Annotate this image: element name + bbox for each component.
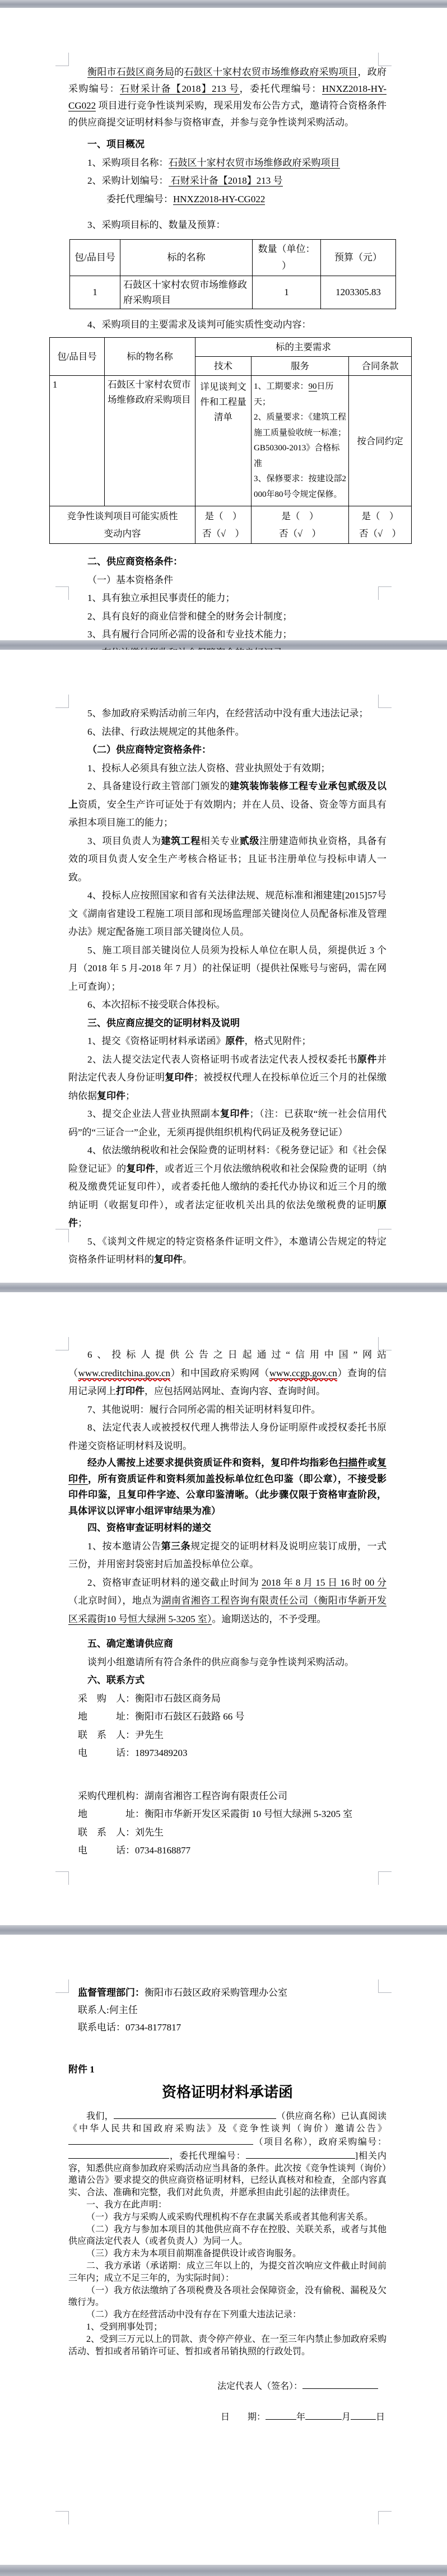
agency-contact-person: 联 系 人：刘先生 bbox=[78, 1827, 164, 1838]
margin-corner-mark bbox=[55, 586, 69, 600]
budget-table-row bbox=[70, 276, 396, 309]
cell-technical: 详见谈判文件和工程量清单 bbox=[195, 376, 252, 506]
date-line: 日 期： 年 月 日 bbox=[221, 2410, 387, 2424]
purchaser-phone: 电 话：18973489203 bbox=[78, 1748, 188, 1758]
heading-material-submission: 四、资格审查证明材料的递交 bbox=[87, 1522, 211, 1533]
commitment-1: （一）我方依法缴纳了各项税费及各项社会保障资金，没有偷税、漏税及欠缴行为。 bbox=[68, 2285, 387, 2308]
cell-subject-name: 石鼓区十家村农贸市场维修政府采购项目 bbox=[120, 276, 253, 309]
supervision-contact-person: 联系人:何主任 bbox=[78, 2005, 138, 2015]
margin-corner-mark bbox=[55, 1979, 69, 1993]
commitment-opening-paragraph: 我们， （供应商名称）已认真阅读《中华人民共和国政府采购法》及《竞争性谈判（询价）邀请公告》（项目名称），政府采购编号：，委托代理编号： ]相关内容，知悉供应商参加政府采购活动应当具备的条件。此次按《竞争性谈判（询价）邀请公告》要求提交的供应商资格证明材料，已经认真核对和检查，全部内容真实、合法、准确和完整，我们对此负责，并愿承担由此引起的法律责任。 bbox=[68, 2109, 387, 2199]
declaration-2: （二）我方与参加本项目的其他供应商不存在控股、关联关系，或者与其他供应商法定代表人（或者负责人）为同一人。 bbox=[68, 2224, 387, 2247]
basic-qualification-1: 1、具有独立承担民事责任的能力； bbox=[87, 593, 235, 603]
attachment-label: 附件 1 bbox=[68, 2064, 95, 2075]
col-main-requirements: 标的主要需求 bbox=[195, 338, 412, 357]
heading-contact-info: 六、联系方式 bbox=[87, 1675, 145, 1685]
proof-material-6: 6、投标人提供公告之日起通过“信用中国”网站（www.creditchina.gov.cn）和中国政府采购网（www.ccgp.gov.cn）查询的信用记录网上打印件，应包括网站网址、查询内容、查询时间。 bbox=[68, 1349, 387, 1396]
margin-corner-mark bbox=[378, 2511, 392, 2524]
proof-material-2: 2、法人提交法定代表人资格证明书或者法定代表人授权委托书原件并附法定代表人身份证明复印件；被授权代理人在投标单位近三个月的社保缴纳依据复印件； bbox=[68, 1054, 387, 1101]
margin-corner-mark bbox=[378, 53, 392, 66]
cell-change-label: 竞争性谈判项目可能实质性 变动内容 bbox=[50, 506, 195, 544]
yes-option: 是（ ） bbox=[204, 511, 242, 521]
declaration-1: （一）我方与采购人或采购代理机构不存在隶属关系或者其他利害关系。 bbox=[86, 2212, 374, 2222]
specific-qualification-5: 5、施工项目部关键岗位人员须为投标人单位在职人员，须提供近 3 个月（2018 年 5 月-2018 年 7 月）的社保证明（提供社保账号与密码，需在网上可查询）； bbox=[68, 944, 387, 992]
violation-item-1: 1、受到刑事处罚； bbox=[86, 2322, 163, 2332]
violation-item-2: 2、受到三万元以上的罚款、责令停产停业、在一至三年内禁止参加政府采购活动、暂扣或者吊销许可证、暂扣或者吊销执照的行政处罚。 bbox=[68, 2334, 387, 2356]
subheading-basic-qualifications: （一）基本资格条件 bbox=[87, 574, 173, 585]
cell-package-no: 1 bbox=[70, 276, 120, 309]
declaration-3: （三）我方未为本项目前期准备提供设计或咨询服务。 bbox=[86, 2249, 302, 2259]
proof-material-3: 3、提交企业法人营业执照副本复印件；（注：已获取“统一社会信用代码”的“三证合一”企业，无须再提供组织机构代码证及税务登记证） bbox=[68, 1108, 387, 1138]
purchaser-name: 采 购 人：衡阳市石鼓区商务局 bbox=[78, 1693, 221, 1704]
col-subject-name: 标的名称 bbox=[120, 239, 253, 276]
purchaser-contact-person: 联 系 人：尹先生 bbox=[78, 1729, 164, 1740]
yes-option: 是（ ） bbox=[361, 511, 399, 521]
col-budget: 预算（元） bbox=[321, 239, 396, 276]
col-technical: 技术 bbox=[195, 357, 252, 376]
col-subject-name: 标的物名称 bbox=[105, 338, 195, 376]
supervision-phone: 联系电话：0734-8177817 bbox=[78, 2022, 181, 2033]
cell-budget: 1203305.83 bbox=[321, 276, 396, 309]
page-separator-top bbox=[0, 0, 447, 8]
budget-table bbox=[69, 239, 396, 309]
page-4-content bbox=[0, 1935, 447, 2424]
cell-subject-name: 石鼓区十家村农贸市场维修政府采购项目 bbox=[105, 376, 195, 506]
submission-rule-2: 2、资格审查证明材料的递交截止时间为 2018 年 8 月 15 日 16 时 00 分（北京时间），地点为湖南省湘咨工程咨询有限责任公司（衡阳市华新开发区采霞街10 号恒大绿洲 5-3205 室）。逾期送达的，不予受理。 bbox=[68, 1577, 387, 1624]
heading-invited-suppliers: 五、确定邀请供应商 bbox=[87, 1638, 173, 1649]
page-separator-bottom bbox=[0, 2565, 447, 2576]
specific-qualification-2: 2、具备建设行政主管部门颁发的建筑装饰装修工程专业承包贰级及以上资质，安全生产许可证处于有效期内；并在人员、设备、资金等方面具有承担本项目施工的能力； bbox=[68, 781, 387, 828]
specific-qualification-6: 6、本次招标不接受联合体投标。 bbox=[87, 999, 226, 1010]
supervision-department: 监督管理部门：衡阳市石鼓区政府采购管理办公室 bbox=[78, 1987, 287, 1998]
handler-requirements-note: 经办人需按上述要求提供资质证件和资料，复印件均指彩色扫描件或复印件，所有资质证件和资料须加盖投标单位红色印鉴（即公章），不接受影印件印鉴，且复印件字迹、公章印鉴清晰。（此步骤仅限于资格审查阶段，具体评议以评审小组评审结果为准） bbox=[68, 1457, 387, 1516]
cell-change-technical bbox=[195, 506, 252, 544]
no-option-checked: 否（√ ） bbox=[358, 528, 402, 539]
margin-corner-mark bbox=[55, 1871, 69, 1885]
cell-change-service bbox=[252, 506, 349, 544]
col-contract-terms: 合同条款 bbox=[349, 357, 412, 376]
col-package-no: 包/品目号 bbox=[50, 338, 105, 376]
page-4 bbox=[0, 1935, 447, 2565]
basic-qualification-6: 6、法律、行政法规规定的其他条件。 bbox=[87, 726, 245, 737]
submission-rule-1: 1、按本邀请公告第三条规定提交的证明材料及说明应装订成册，一式三份，并用密封袋密封后加盖投标单位公章。 bbox=[68, 1540, 387, 1569]
heading-project-overview: 一、项目概况 bbox=[87, 139, 145, 150]
cell-change-contract bbox=[349, 506, 412, 544]
invited-suppliers-text: 谈判小组邀请所有符合条件的供应商参与竞争性谈判采购活动。 bbox=[87, 1656, 354, 1667]
specific-qualification-3: 3、项目负责人为建筑工程相关专业贰级注册建造师执业资格，具备有效的项目负责人安全生产考核合格证书；且证书注册单位与投标申请人一致。 bbox=[68, 835, 387, 883]
margin-corner-mark bbox=[378, 1979, 392, 1993]
requirements-header-row-1 bbox=[50, 338, 412, 357]
proof-material-4: 4、依法缴纳税收和社会保险费的证明材料：《税务登记证》和《社会保险登记证》的复印件，或者近三个月依法缴纳税收和社会保险费的证明（纳税及缴费凭证复印件），或者委托他人缴纳的委托代办协议和近三个月的缴纳证明（收据复印件），或者法定征收机关出具的依法免缴税费的证明原件； bbox=[68, 1145, 387, 1228]
item-requirements-intro: 4、采购项目的主要需求及谈判可能实质性变动内容： bbox=[87, 319, 311, 330]
margin-corner-mark bbox=[55, 695, 69, 708]
agency-address: 地 址：衡阳市华新开发区采霞街 10 号恒大绿洲 5-3205 室 bbox=[78, 1809, 353, 1819]
item-agency-number: 委托代理编号：HNXZ2018-HY-CG022 bbox=[106, 193, 266, 204]
heading-supplier-qualifications: 二、供应商资格条件： bbox=[87, 556, 183, 567]
col-package-no: 包/品目号 bbox=[70, 239, 120, 276]
item-project-name: 1、采购项目名称：石鼓区十家村农贸市场维修政府采购项目 bbox=[87, 157, 340, 168]
proof-material-7: 7、其他说明：履行合同所必需的相关证明材料复印件。 bbox=[87, 1404, 321, 1415]
page-2 bbox=[0, 650, 447, 1283]
purchaser-address: 地 址：衡阳市石鼓区石鼓路 66 号 bbox=[78, 1711, 245, 1722]
proof-material-8: 8、法定代表人或被授权代理人携带法人身份证明原件或授权委托书原件递交资格证明材料及说明。 bbox=[68, 1422, 387, 1451]
commitment-2: （二）我方在经营活动中没有存在下列重大违法记录： bbox=[86, 2310, 302, 2320]
requirements-data-row bbox=[50, 376, 412, 506]
page-1-content bbox=[0, 8, 447, 662]
yes-option: 是（ ） bbox=[281, 511, 319, 521]
page-separator bbox=[0, 1283, 447, 1292]
col-quantity: 数量（单位： ） bbox=[253, 239, 321, 276]
specific-qualification-4: 4、投标人应按照国家和省有关法律法规、规范标准和湘建建[2015]57号文《湖南省建设工程施工项目部和现场监理部关键岗位人员配备标准及管理办法》规定配备施工项目部关键岗位人员。 bbox=[68, 890, 387, 937]
proof-material-5: 5、《谈判文件规定的特定资格条件证明文件》，本邀请公告规定的特定资格条件证明材料的复印件。 bbox=[68, 1236, 387, 1265]
specific-qualification-1: 1、投标人必须具有独立法人资格、营业执照处于有效期； bbox=[87, 762, 330, 774]
col-service: 服务 bbox=[252, 357, 349, 376]
no-option-checked: 否（√ ） bbox=[202, 528, 245, 539]
no-option-checked: 否（√ ） bbox=[278, 528, 322, 539]
cell-package-no: 1 bbox=[50, 376, 105, 506]
legal-representative-signature-line: 法定代表人（签名）： bbox=[217, 2379, 387, 2393]
subheading-specific-qualifications: （二）供应商特定资格条件： bbox=[87, 744, 211, 755]
item-budget-intro: 3、采购项目标的、数量及预算： bbox=[87, 220, 226, 230]
heading-proof-materials: 三、供应商应提交的证明材料及说明 bbox=[87, 1017, 240, 1028]
basic-qualification-2: 2、具有良好的商业信誉和健全的财务会计制度； bbox=[87, 611, 292, 622]
agency-name: 采购代理机构：湖南省湘咨工程咨询有限责任公司 bbox=[78, 1790, 287, 1801]
agency-phone: 电 话：0734-8168877 bbox=[78, 1845, 191, 1856]
page-3-content bbox=[0, 1292, 447, 1860]
item-plan-number: 2、采购计划编号： 石财采计备【2018】213 号 bbox=[87, 175, 283, 186]
page-1 bbox=[0, 8, 447, 640]
commitment-letter-title: 资格证明材料承诺函 bbox=[161, 2084, 293, 2100]
commitment-letter-body bbox=[68, 2109, 387, 2424]
budget-table-header-row bbox=[70, 239, 396, 276]
commitment-heading: 二、我方承诺（承诺期：成立三年以上的，为提交首次响应文件截止时间前三年内；成立不足三年的，为实际时间）： bbox=[68, 2261, 387, 2283]
declaration-heading: 一、我方在此声明： bbox=[86, 2200, 167, 2210]
cell-contract-terms: 按合同约定 bbox=[349, 376, 412, 506]
substantive-change-row bbox=[50, 506, 412, 544]
basic-qualification-3: 3、具有履行合同所必需的设备和专业技术能力； bbox=[87, 629, 292, 640]
margin-corner-mark bbox=[378, 695, 392, 708]
margin-corner-mark bbox=[55, 1229, 69, 1242]
margin-corner-mark bbox=[55, 2511, 69, 2524]
margin-corner-mark bbox=[378, 1871, 392, 1885]
page-2-content bbox=[0, 650, 447, 1269]
margin-corner-mark bbox=[55, 53, 69, 66]
basic-qualification-5: 5、参加政府采购活动前三年内，在经营活动中没有重大违法记录； bbox=[87, 708, 369, 719]
page-separator bbox=[0, 1925, 447, 1935]
margin-corner-mark bbox=[378, 1337, 392, 1350]
requirements-table bbox=[49, 337, 412, 544]
margin-corner-mark bbox=[378, 1229, 392, 1242]
intro-paragraph: 衡阳市石鼓区商务局的石鼓区十家村农贸市场维修政府采购项目，政府采购编号：石财采计备【2018】213 号，委托代理编号：HNXZ2018-HY-CG022 项目进行竞争性谈判采购，现采用发布公告方式，邀请符合资格条件的供应商提交证明材料参与资格审查，并参与竞争性谈判采购活动。 bbox=[68, 67, 387, 128]
page-3 bbox=[0, 1292, 447, 1925]
margin-corner-mark bbox=[378, 586, 392, 600]
proof-material-1: 1、提交《资格证明材料承诺函》原件，格式见附件； bbox=[87, 1036, 311, 1046]
cell-quantity: 1 bbox=[253, 276, 321, 309]
cell-service: 1、工期要求：90日历天； 2、质量要求：《建筑工程施工质量验收统一标准；GB50300-2013》合格标准 3、保修要求：按建设部2000年80号令规定保修。 bbox=[252, 376, 349, 506]
margin-corner-mark bbox=[55, 1337, 69, 1350]
